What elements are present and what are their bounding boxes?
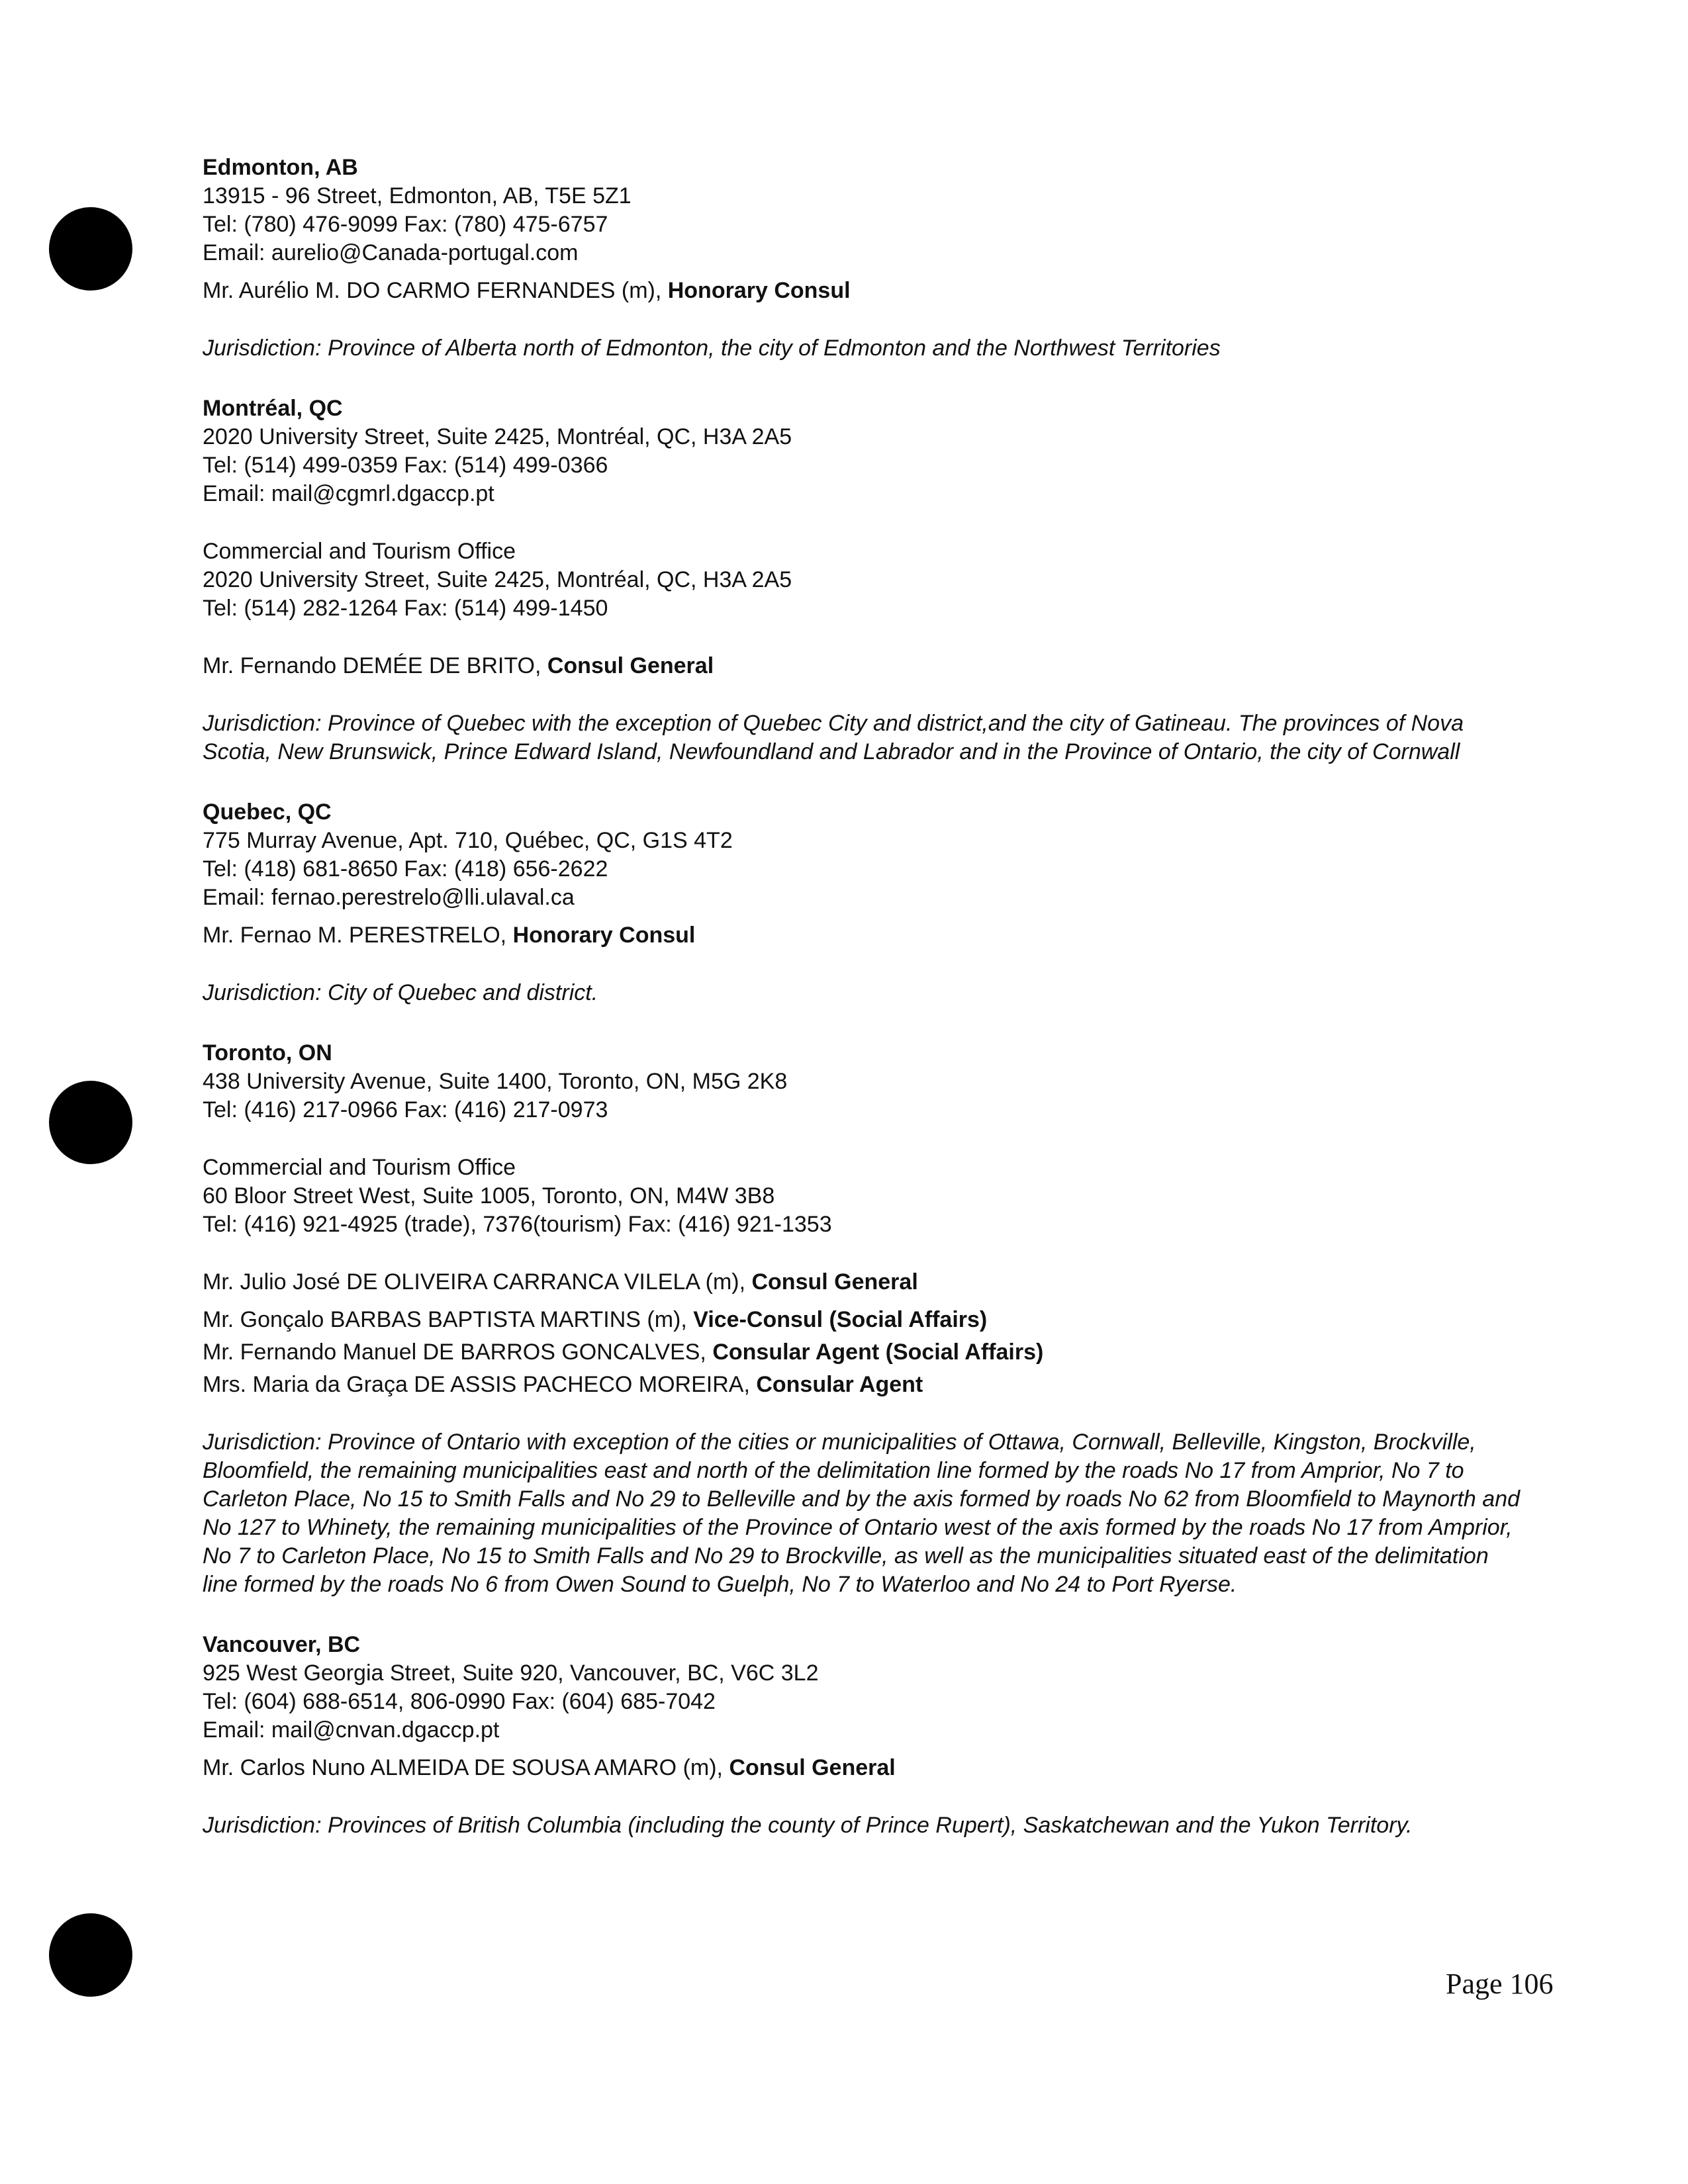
entry-heading: Edmonton, AB — [203, 155, 358, 180]
official-title: Consul General — [751, 1269, 918, 1295]
entry-montreal — [203, 394, 1526, 766]
official-line — [203, 1306, 1526, 1334]
office-name: Commercial and Tourism Office — [203, 1155, 516, 1180]
address-line: 775 Murray Avenue, Apt. 710, Québec, QC, G1S 4T2 — [203, 828, 733, 853]
entry-vancouver — [203, 1631, 1526, 1840]
punch-hole-middle — [49, 1081, 132, 1164]
page-number: Page 106 — [1446, 1968, 1554, 2000]
jurisdiction-text: Jurisdiction: Province of Alberta north of Edmonton, the city of Edmonton and the Northwest Territories — [203, 336, 1221, 361]
address-line: 2020 University Street, Suite 2425, Montréal, QC, H3A 2A5 — [203, 424, 792, 449]
punch-hole-bottom — [49, 1913, 132, 1997]
email-line: Email: mail@cgmrl.dgaccp.pt — [203, 481, 494, 506]
official-name: Mr. Gonçalo BARBAS BAPTISTA MARTINS (m), — [203, 1307, 694, 1332]
email-line: Email: mail@cnvan.dgaccp.pt — [203, 1717, 500, 1743]
office-address: 60 Bloor Street West, Suite 1005, Toronto, ON, M4W 3B8 — [203, 1183, 775, 1208]
address-line: 925 West Georgia Street, Suite 920, Vancouver, BC, V6C 3L2 — [203, 1661, 819, 1686]
address-line: 13915 - 96 Street, Edmonton, AB, T5E 5Z1 — [203, 183, 632, 208]
jurisdiction-text: Jurisdiction: Province of Ontario with exception of the cities or municipalities of Ottawa, Cornwall, Belleville, Kingston, Brockville, Bloomfield, the remaining municipalities east and north of the delimitation line formed by the roads No 17 from Amprior, No 7 to Carleton Place, No 15 to Smith Falls and No 29 to Belleville and by the axis formed by roads No 62 from Bloomfield to Maynorth and No 127 to Whinety, the remaining municipalities of the Province of Ontario west of the axis formed by the roads No 17 from Amprior, No 7 to Carleton Place, No 15 to Smith Falls and No 29 to Brockville, as well as the municipalities situated east of the delimitation line formed by the roads No 6 from Owen Sound to Guelph, No 7 to Waterloo and No 24 to Port Ryerse. — [203, 1430, 1521, 1597]
entry-heading: Quebec, QC — [203, 799, 332, 825]
official-title: Consular Agent (Social Affairs) — [712, 1340, 1044, 1365]
email-line: Email: aurelio@Canada-portugal.com — [203, 240, 579, 265]
official-name: Mr. Aurélio M. DO CARMO FERNANDES (m), — [203, 278, 668, 303]
entry-heading: Montréal, QC — [203, 396, 343, 421]
jurisdiction-text: Jurisdiction: City of Quebec and district. — [203, 980, 598, 1005]
official-title: Consular Agent — [756, 1372, 923, 1397]
office-phone: Tel: (416) 921-4925 (trade), 7376(tourism) Fax: (416) 921-1353 — [203, 1212, 832, 1237]
official-line — [203, 1338, 1526, 1367]
entry-heading: Vancouver, BC — [203, 1632, 361, 1657]
jurisdiction-text: Jurisdiction: Province of Quebec with the exception of Quebec City and district,and the city of Gatineau. The provinces of Nova Scotia, New Brunswick, Prince Edward Island, Newfoundland and Labrador and in the Province of Ontario, the city of Cornwall — [203, 711, 1464, 764]
official-line — [203, 652, 1526, 680]
official-line — [203, 1268, 1526, 1297]
office-address: 2020 University Street, Suite 2425, Montréal, QC, H3A 2A5 — [203, 567, 792, 592]
punch-hole-top — [49, 207, 132, 291]
phone-line: Tel: (418) 681-8650 Fax: (418) 656-2622 — [203, 856, 608, 882]
email-line: Email: fernao.perestrelo@lli.ulaval.ca — [203, 885, 575, 910]
official-line — [203, 1754, 1526, 1782]
official-title: Consul General — [729, 1755, 896, 1780]
official-line — [203, 277, 1526, 305]
official-title: Vice-Consul (Social Affairs) — [693, 1307, 988, 1332]
official-title: Honorary Consul — [512, 923, 696, 948]
address-line: 438 University Avenue, Suite 1400, Toronto, ON, M5G 2K8 — [203, 1069, 788, 1094]
official-name: Mrs. Maria da Graça DE ASSIS PACHECO MOREIRA, — [203, 1372, 757, 1397]
official-line — [203, 1371, 1526, 1399]
phone-line: Tel: (780) 476-9099 Fax: (780) 475-6757 — [203, 212, 608, 237]
entry-edmonton — [203, 154, 1526, 363]
jurisdiction-text: Jurisdiction: Provinces of British Columbia (including the county of Prince Rupert), Saskatchewan and the Yukon Territory. — [203, 1813, 1413, 1838]
phone-line: Tel: (604) 688-6514, 806-0990 Fax: (604) 685-7042 — [203, 1689, 716, 1714]
entry-quebec — [203, 798, 1526, 1007]
official-name: Mr. Fernao M. PERESTRELO, — [203, 923, 513, 948]
entry-toronto — [203, 1039, 1526, 1599]
official-title: Consul General — [547, 653, 714, 678]
official-name: Mr. Carlos Nuno ALMEIDA DE SOUSA AMARO (m), — [203, 1755, 729, 1780]
entry-heading: Toronto, ON — [203, 1040, 332, 1066]
phone-line: Tel: (416) 217-0966 Fax: (416) 217-0973 — [203, 1097, 608, 1122]
official-line — [203, 921, 1526, 950]
official-title: Honorary Consul — [667, 278, 851, 303]
phone-line: Tel: (514) 499-0359 Fax: (514) 499-0366 — [203, 453, 608, 478]
official-name: Mr. Fernando Manuel DE BARROS GONCALVES, — [203, 1340, 713, 1365]
office-name: Commercial and Tourism Office — [203, 539, 516, 564]
official-name: Mr. Julio José DE OLIVEIRA CARRANCA VILELA (m), — [203, 1269, 752, 1295]
official-name: Mr. Fernando DEMÉE DE BRITO, — [203, 653, 547, 678]
consulate-listing — [203, 154, 1526, 1840]
office-phone: Tel: (514) 282-1264 Fax: (514) 499-1450 — [203, 596, 608, 621]
